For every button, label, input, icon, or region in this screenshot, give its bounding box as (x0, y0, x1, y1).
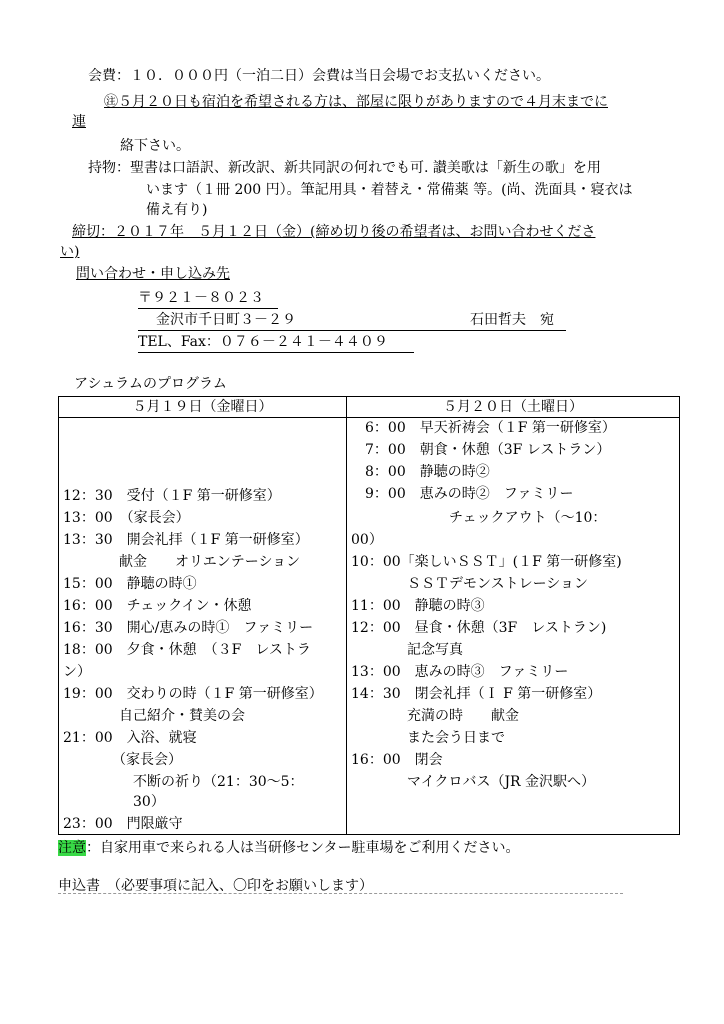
day2-row: 00） (351, 532, 383, 548)
fee-note-line1: ㊟５月２０日も宿泊を希望される方は、部屋に限りがありますので４月末までに (104, 94, 608, 110)
day1-row: 13：00 （家長会） (63, 510, 190, 526)
postal-underline (138, 308, 278, 309)
day1-header: ５月１９日（金曜日） (59, 397, 347, 418)
day1-row: 16：00 チェックイン・休憩 (63, 598, 252, 614)
day2-row: マイクロバス（JR 金沢駅へ） (351, 774, 596, 790)
fee-note-line2: 連 (72, 114, 86, 130)
belongings-line2: います（１冊 200 円）。筆記用具・着替え・常備薬 等。(尚、洗面具・寝衣は (146, 182, 633, 198)
belongings-line3: 備え有り) (146, 202, 208, 218)
application-line: 申込書 （必要事項に記入、〇印をお願いします） (58, 878, 373, 894)
day2-row: 記念写真 (351, 642, 463, 658)
day1-cell (59, 418, 347, 835)
day2-row: 13：00 恵みの時③ ファミリー (351, 664, 569, 680)
notice (58, 838, 519, 858)
day1-row: ン） (63, 664, 91, 680)
day1-row: （家長会） (63, 752, 182, 768)
day2-row: また会う日まで (351, 730, 505, 746)
fee-note-line3: 絡下さい。 (120, 138, 190, 154)
day2-row: 7：00 朝食・休憩（3F レストラン） (351, 442, 611, 458)
day2-row: 充満の時 献金 (351, 708, 519, 724)
contact-tel: TEL、Fax：０７６－２４１－４４０９ (138, 334, 388, 350)
application-dashed-rule (58, 893, 623, 894)
deadline-line2: い) (60, 244, 80, 260)
address-underline (138, 330, 566, 331)
day2-cell (347, 418, 680, 835)
day2-row: 8：00 静聴の時② (351, 464, 490, 480)
day1-row: 18：00 夕食・休憩 （３F レストラ (63, 642, 311, 658)
notice-text: ：自家用車で来られる人は当研修センター駐車場をご利用ください。 (86, 840, 520, 856)
day1-row: 16：30 開心/恵みの時① ファミリー (63, 620, 314, 636)
day2-row: 6：00 早天祈祷会（１F 第一研修室） (351, 420, 616, 436)
day1-row: 21：00 入浴、就寝 (63, 730, 197, 746)
day1-row: 不断の祈り（21：30～5： (63, 774, 304, 790)
program-table (58, 396, 680, 835)
deadline-line1: 締切：２０１７年 ５月１２日（金）(締め切り後の希望者は、お問い合わせくださ (72, 224, 596, 240)
day2-row: 12：00 昼食・休憩（3F レストラン) (351, 620, 607, 636)
fee-line: 会費：１０．０００円（一泊二日）会費は当日会場でお支払いください。 (88, 68, 550, 84)
day2-row: ＳＳＴデモンストレーション (351, 576, 589, 592)
day1-row: 30） (63, 794, 165, 810)
program-title: アシュラムのプログラム (74, 376, 227, 392)
contact-recipient: 石田哲夫 宛 (470, 312, 554, 328)
day1-row: 自己紹介・賛美の会 (63, 708, 245, 724)
day2-row: 10：00「楽しいＳＳＴ」(１F 第一研修室) (351, 554, 622, 570)
contact-heading: 問い合わせ・申し込み先 (76, 266, 230, 282)
day1-row: 献金 オリエンテーション (63, 554, 301, 570)
day1-row: 23：00 門限厳守 (63, 816, 183, 832)
day1-row: 13：30 開会礼拝（１F 第一研修室） (63, 532, 309, 548)
day1-row: 19：00 交わりの時（１F 第一研修室） (63, 686, 323, 702)
day2-row: 11：00 静聴の時③ (351, 598, 485, 614)
contact-address: 金沢市千日町３－２９ (156, 312, 296, 328)
day1-row: 12：30 受付（１F 第一研修室） (63, 488, 281, 504)
day1-row: 15：00 静聴の時① (63, 576, 197, 592)
day2-row: 9：00 恵みの時② ファミリー (351, 486, 574, 502)
day2-header: ５月２０日（土曜日） (347, 397, 680, 418)
contact-postal: 〒９２１－８０２３ (138, 290, 264, 306)
belongings-line1: 持物：聖書は口語訳、新改訳、新共同訳の何れでも可. 讃美歌は「新生の歌」を用 (88, 160, 601, 176)
day2-row: 16：00 閉会 (351, 752, 443, 768)
day2-row: 14：30 閉会礼拝（Ｉ F 第一研修室） (351, 686, 602, 702)
day2-row: チェックアウト（～10： (351, 510, 607, 526)
tel-underline (138, 352, 414, 353)
notice-label: 注意 (58, 840, 86, 856)
